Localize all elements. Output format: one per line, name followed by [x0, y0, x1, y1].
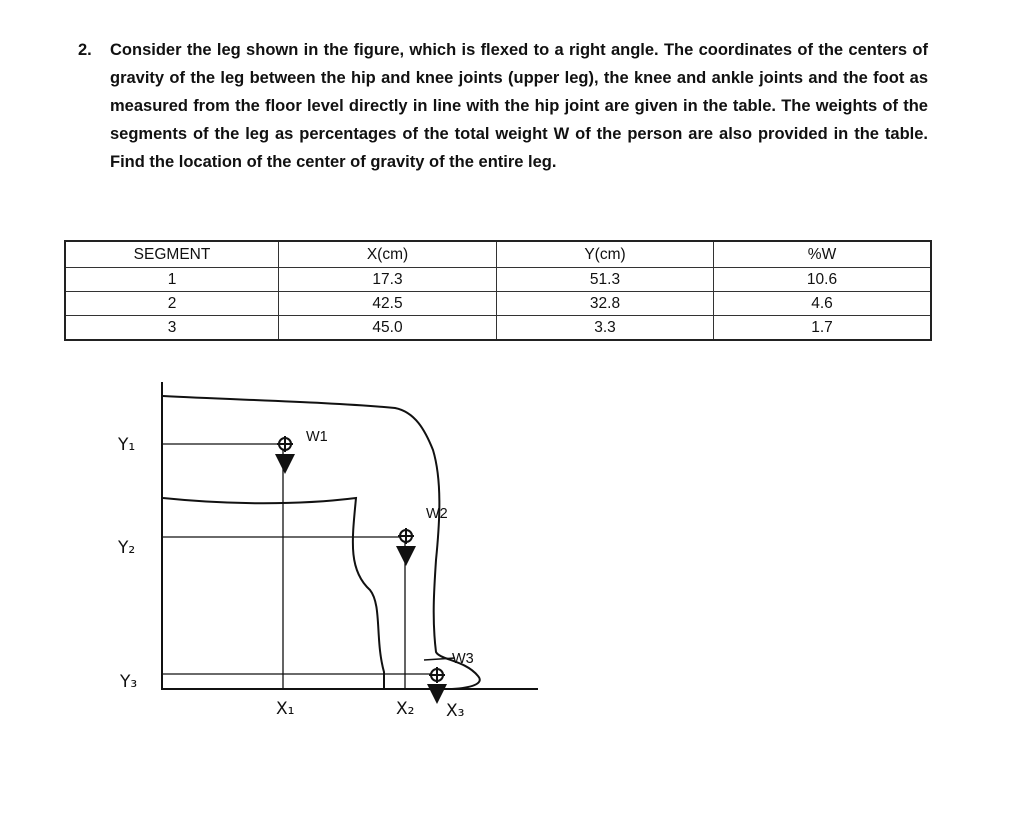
cell-x: 17.3 — [279, 268, 497, 292]
cell-x: 42.5 — [279, 292, 497, 316]
table-row — [65, 292, 931, 316]
leg-diagram — [0, 370, 560, 740]
header-segment: SEGMENT — [65, 241, 279, 268]
w1-weight-icon — [275, 436, 295, 474]
cell-segment: 2 — [65, 292, 279, 316]
w2-label: W2 — [426, 506, 448, 522]
w3-weight-icon — [427, 667, 447, 704]
w1-label: W1 — [306, 429, 328, 445]
problem-statement — [78, 36, 928, 176]
header-percent-w: %W — [714, 241, 932, 268]
segment-table — [64, 240, 932, 341]
cell-y: 51.3 — [497, 268, 714, 292]
header-y: Y(cm) — [497, 241, 714, 268]
x3-label: X₃ — [446, 701, 465, 721]
cell-percent-w: 1.7 — [714, 316, 932, 341]
cell-segment: 1 — [65, 268, 279, 292]
y2-label: Y₂ — [118, 538, 136, 558]
table-row — [65, 316, 931, 341]
cell-segment: 3 — [65, 316, 279, 341]
y1-label: Y₁ — [118, 435, 136, 455]
cell-x: 45.0 — [279, 316, 497, 341]
cell-percent-w: 4.6 — [714, 292, 932, 316]
problem-text: Consider the leg shown in the figure, which is flexed to a right angle. The coordinates of the centers of gravity of the leg between the hip and knee joints (upper leg), the knee and ankle joints and the foot as measured from the floor level directly in line with the hip joint are given in the table. The weights of the segments of the leg as percentages of the total weight W of the person are also provided in the table. Find the location of the center of gravity of the entire leg. — [110, 41, 928, 171]
table-header-row — [65, 241, 931, 268]
cell-percent-w: 10.6 — [714, 268, 932, 292]
header-x: X(cm) — [279, 241, 497, 268]
x1-label: X₁ — [276, 699, 295, 719]
table-row — [65, 268, 931, 292]
w2-weight-icon — [396, 528, 416, 566]
y3-label: Y₃ — [120, 672, 138, 692]
leg-outline-underside — [163, 498, 384, 689]
cell-y: 32.8 — [497, 292, 714, 316]
leg-figure — [0, 370, 560, 740]
cell-y: 3.3 — [497, 316, 714, 341]
problem-number: 2. — [78, 41, 92, 59]
w3-label: W3 — [452, 651, 474, 667]
x2-label: X₂ — [396, 699, 415, 719]
